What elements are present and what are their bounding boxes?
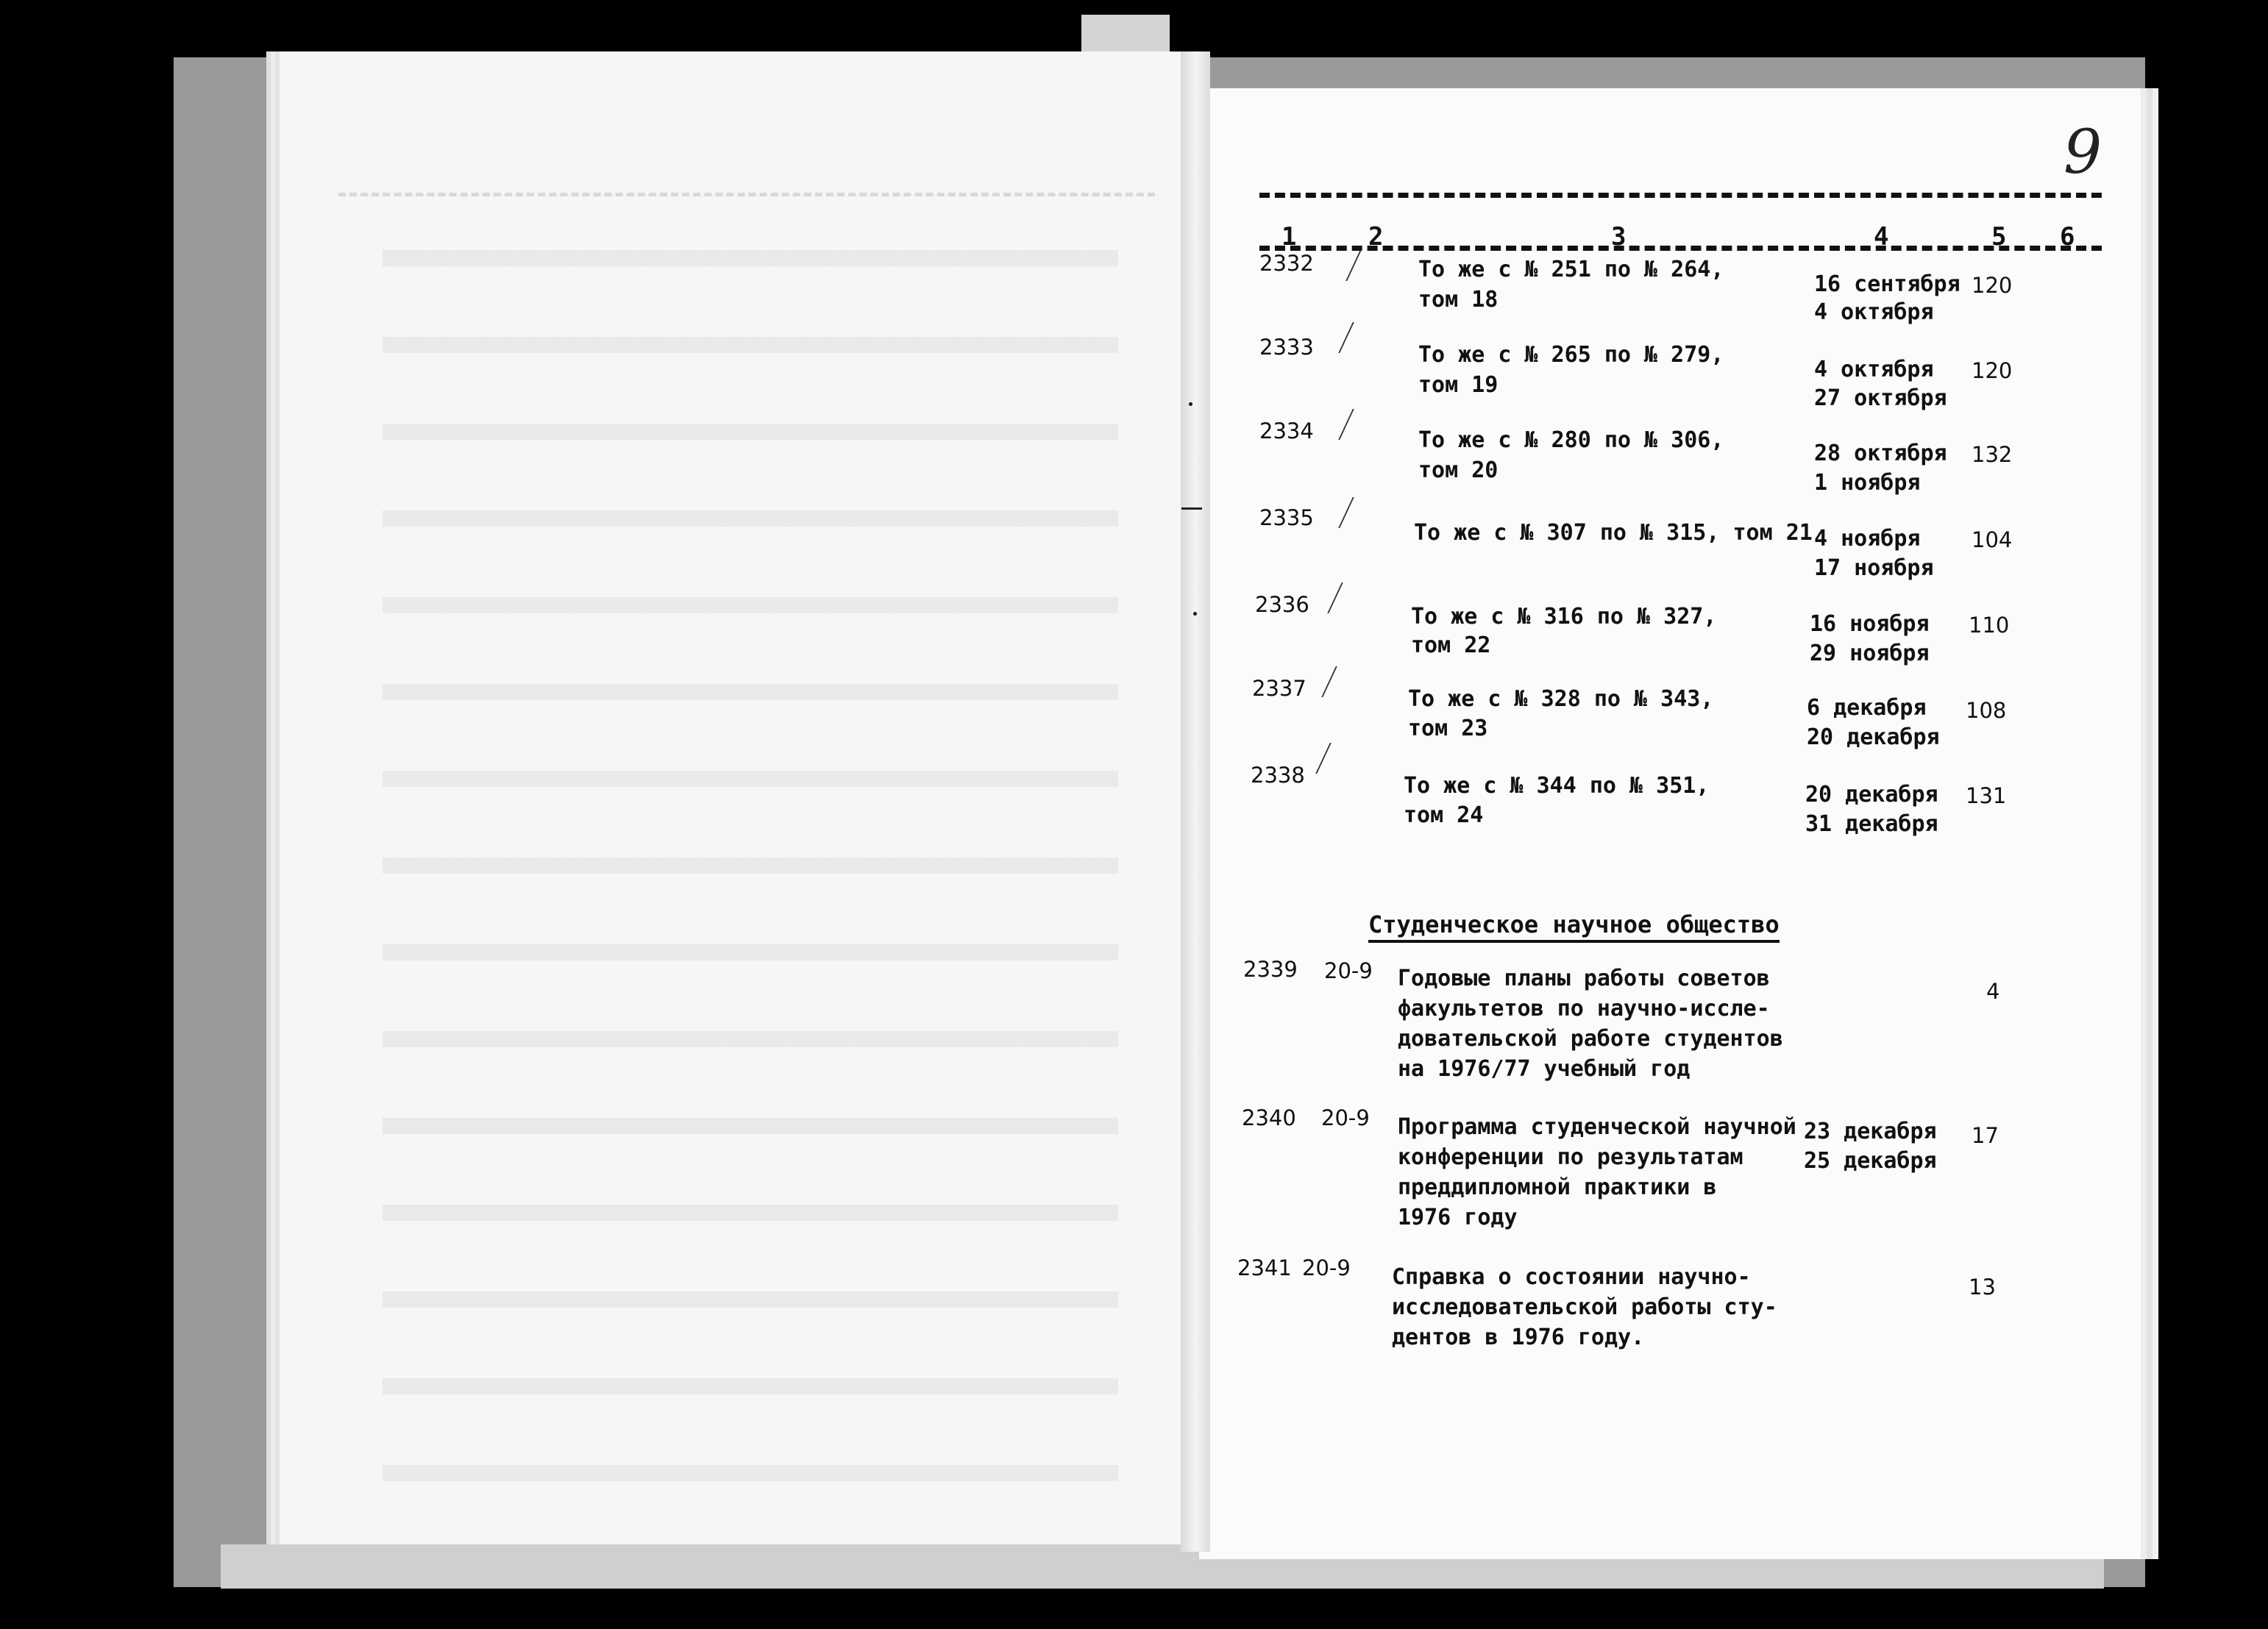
header-col-3: 3 <box>1611 222 1627 252</box>
entry-date-start: 16 ноября <box>1810 611 1930 637</box>
entry-sheets: 120 <box>1972 358 2013 383</box>
entry-date-end: 17 ноября <box>1814 555 1934 581</box>
header-col-6: 6 <box>2060 222 2075 252</box>
entry-title: преддипломной практики в <box>1398 1174 1717 1200</box>
entry-number: 2333 <box>1259 335 1314 360</box>
entry-date-start: 23 декабря <box>1804 1119 1937 1144</box>
header-col-4: 4 <box>1874 222 1889 252</box>
entry-number: 2339 <box>1243 957 1298 982</box>
entry-title: То же с № 328 по № 343, <box>1408 686 1714 712</box>
entry-title: исследовательской работы сту- <box>1392 1294 1777 1320</box>
entry-date-start: 4 октября <box>1814 357 1934 382</box>
entry-title: 1976 году <box>1398 1205 1518 1230</box>
entry-number: 2336 <box>1255 592 1309 617</box>
entry-title: То же с № 316 по № 327, <box>1411 604 1717 630</box>
entry-title: То же с № 265 по № 279, <box>1418 342 1724 368</box>
entry-date-end: 4 октября <box>1814 299 1934 325</box>
entry-title: том 23 <box>1408 716 1488 741</box>
entry-sheets: 110 <box>1969 613 2010 638</box>
entry-title: довательской работе студентов <box>1398 1026 1783 1052</box>
margin-dot <box>1193 612 1197 616</box>
entry-title: том 22 <box>1411 632 1491 658</box>
entry-title: То же с № 344 по № 351, <box>1404 773 1710 799</box>
entry-number: 2338 <box>1251 763 1305 788</box>
entry-number: 2341 <box>1237 1255 1292 1280</box>
entry-sheets: 108 <box>1966 698 2007 723</box>
book-spine <box>1181 51 1210 1552</box>
header-col-5: 5 <box>1991 222 2007 252</box>
entry-title: том 19 <box>1418 372 1499 398</box>
margin-dash <box>1181 507 1202 510</box>
entry-index: 20-9 <box>1321 1105 1370 1130</box>
entry-title: том 18 <box>1418 287 1499 313</box>
entry-title: том 20 <box>1418 457 1499 483</box>
entry-date-end: 27 октября <box>1814 385 1947 411</box>
entry-index: 20-9 <box>1324 958 1373 983</box>
entry-title: Программа студенческой научной <box>1398 1114 1796 1140</box>
entry-number: 2337 <box>1252 676 1307 701</box>
entry-sheets: 13 <box>1969 1275 1996 1300</box>
entry-date-start: 28 октября <box>1814 441 1947 466</box>
entry-date-start: 20 декабря <box>1805 782 1938 808</box>
entry-date-end: 25 декабря <box>1804 1148 1937 1174</box>
entry-title: факультетов по научно-иссле- <box>1398 996 1770 1022</box>
entry-number: 2332 <box>1259 251 1314 276</box>
entry-title: То же с № 251 по № 264, <box>1418 257 1724 282</box>
entry-title: том 24 <box>1404 802 1484 828</box>
entry-date-end: 29 ноября <box>1810 641 1930 666</box>
entry-number: 2335 <box>1259 505 1314 530</box>
entry-date-end: 20 декабря <box>1807 724 1940 750</box>
entry-date-start: 6 декабря <box>1807 695 1927 721</box>
folio-number: 9 <box>2063 118 2102 188</box>
margin-dot <box>1189 402 1192 406</box>
entry-title: на 1976/77 учебный год <box>1398 1056 1691 1082</box>
entry-date-end: 31 декабря <box>1805 811 1938 837</box>
entry-sheets: 120 <box>1972 273 2013 298</box>
entry-sheets: 4 <box>1986 979 2000 1004</box>
section-heading: Студенческое научное общество <box>1368 910 1780 943</box>
entry-number: 2334 <box>1259 418 1314 443</box>
table-header <box>1259 193 2102 252</box>
entry-sheets: 17 <box>1972 1123 1999 1148</box>
entry-sheets: 132 <box>1972 442 2013 467</box>
entry-title: То же с № 307 по № 315, том 21 <box>1414 520 1813 546</box>
entry-date-start: 4 ноября <box>1814 526 1921 552</box>
header-col-2: 2 <box>1368 222 1384 252</box>
entry-date-start: 16 сентября <box>1814 271 1960 297</box>
entry-title: Годовые планы работы советов <box>1398 966 1770 991</box>
entry-title: дентов в 1976 году. <box>1392 1325 1645 1350</box>
entry-sheets: 104 <box>1972 527 2013 552</box>
entry-date-end: 1 ноября <box>1814 470 1921 496</box>
entry-title: конференции по результатам <box>1398 1144 1743 1170</box>
entry-number: 2340 <box>1242 1105 1296 1130</box>
entry-index: 20-9 <box>1302 1255 1351 1280</box>
header-col-1: 1 <box>1281 222 1297 252</box>
entry-title: Справка о состоянии научно- <box>1392 1264 1751 1290</box>
entry-sheets: 131 <box>1966 783 2007 808</box>
entry-title: То же с № 280 по № 306, <box>1418 427 1724 453</box>
right-page-recto <box>1199 88 2141 1559</box>
